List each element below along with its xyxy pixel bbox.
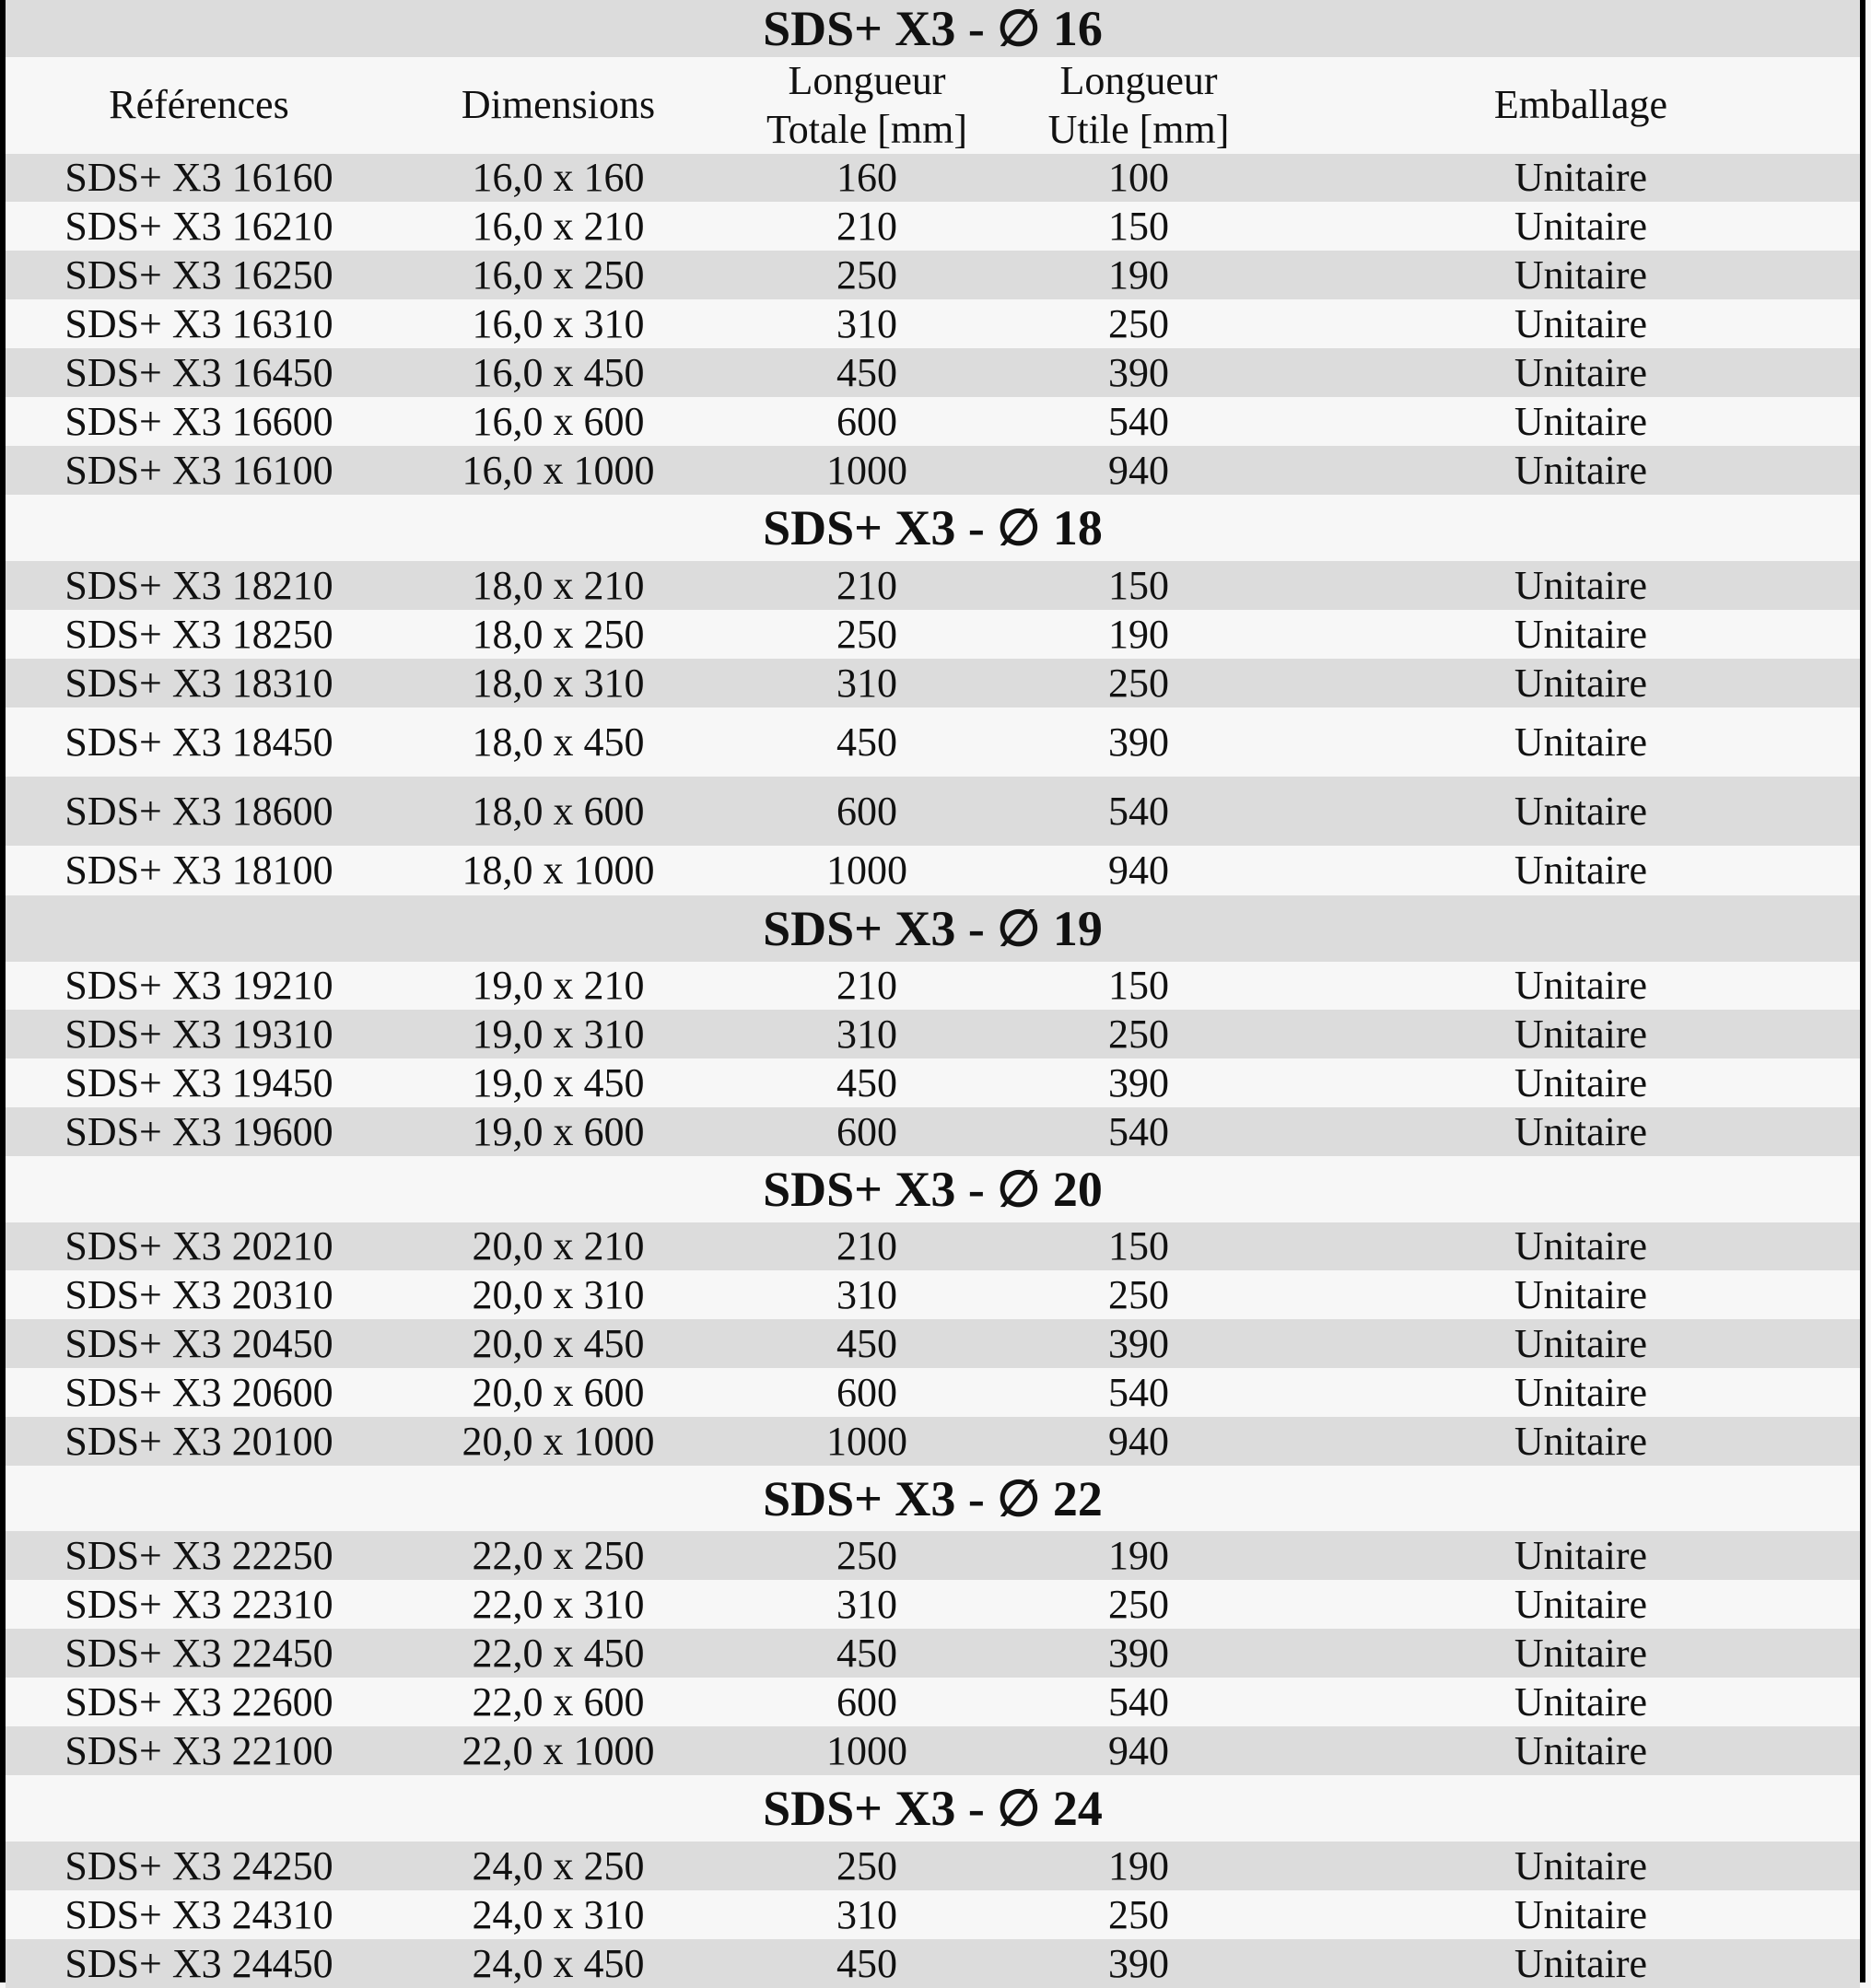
- longueur-totale-cell: 310: [836, 1271, 897, 1317]
- dimensions-cell: 20,0 x 310: [472, 1271, 645, 1317]
- table-row: [6, 659, 1860, 707]
- section-title: SDS+ X3 - ∅ 24: [763, 1781, 1103, 1836]
- longueur-utile-cell: 940: [1108, 1727, 1169, 1773]
- longueur-utile-cell: 540: [1108, 1369, 1169, 1415]
- longueur-totale-cell: 160: [836, 155, 897, 200]
- longueur-utile-cell: 390: [1108, 1320, 1169, 1366]
- dimensions-cell: 18,0 x 210: [472, 562, 645, 608]
- longueur-totale-cell: 210: [836, 562, 897, 608]
- column-header-row: [6, 57, 1860, 154]
- dimensions-cell: 22,0 x 250: [472, 1532, 645, 1578]
- longueur-utile-cell: 940: [1108, 447, 1169, 493]
- longueur-totale-cell: 450: [836, 1320, 897, 1366]
- dimensions-cell: 19,0 x 450: [472, 1059, 645, 1105]
- section-title-row: [6, 895, 1860, 962]
- longueur-totale-cell: 250: [836, 1842, 897, 1889]
- reference-cell: SDS+ X3 18310: [64, 660, 333, 706]
- table-row: [6, 1629, 1860, 1678]
- table-row: [6, 1842, 1860, 1890]
- dimensions-cell: 18,0 x 310: [472, 660, 645, 706]
- emballage-cell: Unitaire: [1514, 788, 1648, 834]
- table-row: [6, 1678, 1860, 1726]
- dimensions-cell: 20,0 x 1000: [462, 1418, 655, 1464]
- longueur-utile-cell: 390: [1108, 1630, 1169, 1676]
- table-row: [6, 154, 1860, 202]
- reference-cell: SDS+ X3 20210: [64, 1223, 333, 1269]
- longueur-utile-cell: 250: [1108, 300, 1169, 346]
- table-row: [6, 1726, 1860, 1775]
- longueur-totale-cell: 1000: [826, 848, 907, 893]
- reference-cell: SDS+ X3 19450: [64, 1059, 333, 1105]
- header-emballage: Emballage: [1493, 82, 1668, 128]
- table-row: [6, 348, 1860, 397]
- longueur-utile-cell: 250: [1108, 1271, 1169, 1317]
- emballage-cell: Unitaire: [1514, 562, 1648, 608]
- longueur-totale-cell: 600: [836, 398, 897, 444]
- longueur-utile-cell: 190: [1108, 611, 1169, 657]
- section-title-row: [6, 495, 1860, 561]
- longueur-totale-cell: 600: [836, 1369, 897, 1415]
- emballage-cell: Unitaire: [1514, 447, 1648, 493]
- emballage-cell: Unitaire: [1514, 203, 1648, 249]
- table-row: [6, 962, 1860, 1010]
- longueur-totale-cell: 1000: [826, 1727, 907, 1773]
- longueur-totale-cell: 450: [836, 719, 897, 765]
- table-row: [6, 1222, 1860, 1270]
- table-row: [6, 561, 1860, 610]
- longueur-totale-cell: 210: [836, 1223, 897, 1269]
- reference-cell: SDS+ X3 22450: [64, 1630, 333, 1676]
- dimensions-cell: 24,0 x 250: [472, 1842, 645, 1889]
- emballage-cell: Unitaire: [1514, 1059, 1648, 1105]
- dimensions-cell: 18,0 x 600: [472, 788, 645, 834]
- longueur-totale-cell: 600: [836, 788, 897, 834]
- reference-cell: SDS+ X3 16310: [64, 300, 333, 346]
- emballage-cell: Unitaire: [1514, 155, 1648, 200]
- reference-cell: SDS+ X3 18450: [64, 719, 333, 765]
- emballage-cell: Unitaire: [1514, 398, 1648, 444]
- dimensions-cell: 20,0 x 600: [472, 1369, 645, 1415]
- dimensions-cell: 16,0 x 160: [472, 155, 645, 200]
- dimensions-cell: 20,0 x 210: [472, 1223, 645, 1269]
- emballage-cell: Unitaire: [1514, 300, 1648, 346]
- table-row: [6, 846, 1860, 895]
- emballage-cell: Unitaire: [1514, 1271, 1648, 1317]
- dimensions-cell: 16,0 x 310: [472, 300, 645, 346]
- reference-cell: SDS+ X3 18210: [64, 562, 333, 608]
- longueur-totale-cell: 310: [836, 1581, 897, 1627]
- longueur-totale-cell: 310: [836, 300, 897, 346]
- section-title-row: [6, 1156, 1860, 1222]
- table-row: [6, 1270, 1860, 1319]
- reference-cell: SDS+ X3 18100: [64, 848, 333, 893]
- emballage-cell: Unitaire: [1514, 1630, 1648, 1676]
- table-row: [6, 251, 1860, 299]
- reference-cell: SDS+ X3 22310: [64, 1581, 333, 1627]
- emballage-cell: Unitaire: [1514, 1320, 1648, 1366]
- dimensions-cell: 18,0 x 450: [472, 719, 645, 765]
- longueur-totale-cell: 210: [836, 203, 897, 249]
- table-row: [6, 1058, 1860, 1107]
- reference-cell: SDS+ X3 22250: [64, 1532, 333, 1578]
- longueur-utile-cell: 190: [1108, 1842, 1169, 1889]
- section-title: SDS+ X3 - ∅ 19: [763, 901, 1103, 956]
- reference-cell: SDS+ X3 18600: [64, 788, 333, 834]
- longueur-utile-cell: 150: [1108, 963, 1169, 1008]
- reference-cell: SDS+ X3 16450: [64, 349, 333, 395]
- section-title: SDS+ X3 - ∅ 22: [763, 1470, 1103, 1526]
- section-title: SDS+ X3 - ∅ 18: [763, 500, 1103, 555]
- dimensions-cell: 16,0 x 600: [472, 398, 645, 444]
- header-references: Références: [109, 82, 289, 128]
- longueur-utile-cell: 250: [1108, 1011, 1169, 1057]
- reference-cell: SDS+ X3 19310: [64, 1011, 333, 1057]
- dimensions-cell: 22,0 x 450: [472, 1630, 645, 1676]
- emballage-cell: Unitaire: [1514, 1727, 1648, 1773]
- reference-cell: SDS+ X3 20310: [64, 1271, 333, 1317]
- longueur-totale-cell: 1000: [826, 1418, 907, 1464]
- dimensions-cell: 18,0 x 250: [472, 611, 645, 657]
- longueur-totale-cell: 450: [836, 349, 897, 395]
- section-title: SDS+ X3 - ∅ 20: [763, 1162, 1103, 1217]
- table-row: [6, 1890, 1860, 1939]
- longueur-utile-cell: 190: [1108, 251, 1169, 298]
- reference-cell: SDS+ X3 20450: [64, 1320, 333, 1366]
- table-row: [6, 1417, 1860, 1466]
- longueur-totale-cell: 210: [836, 963, 897, 1008]
- longueur-totale-cell: 450: [836, 1059, 897, 1105]
- emballage-cell: Unitaire: [1514, 1108, 1648, 1154]
- emballage-cell: Unitaire: [1514, 251, 1648, 298]
- longueur-utile-cell: 940: [1108, 848, 1169, 893]
- longueur-utile-cell: 540: [1108, 1108, 1169, 1154]
- longueur-utile-cell: 540: [1108, 398, 1169, 444]
- dimensions-cell: 16,0 x 250: [472, 251, 645, 298]
- longueur-utile-cell: 250: [1108, 660, 1169, 706]
- reference-cell: SDS+ X3 18250: [64, 611, 333, 657]
- reference-cell: SDS+ X3 22100: [64, 1727, 333, 1773]
- table-row: [6, 777, 1860, 846]
- emballage-cell: Unitaire: [1514, 1011, 1648, 1057]
- longueur-utile-cell: 150: [1108, 562, 1169, 608]
- longueur-utile-cell: 190: [1108, 1532, 1169, 1578]
- dimensions-cell: 24,0 x 310: [472, 1891, 645, 1937]
- table-row: [6, 1107, 1860, 1156]
- longueur-utile-cell: 250: [1108, 1581, 1169, 1627]
- dimensions-cell: 19,0 x 310: [472, 1011, 645, 1057]
- table-row: [6, 1319, 1860, 1368]
- section-title-row: [6, 0, 1860, 57]
- table-row: [6, 707, 1860, 777]
- longueur-totale-cell: 600: [836, 1108, 897, 1154]
- reference-cell: SDS+ X3 20600: [64, 1369, 333, 1415]
- emballage-cell: Unitaire: [1514, 660, 1648, 706]
- table-row: [6, 1531, 1860, 1580]
- longueur-totale-cell: 310: [836, 1011, 897, 1057]
- emballage-cell: Unitaire: [1514, 963, 1648, 1008]
- longueur-totale-cell: 310: [836, 1891, 897, 1937]
- longueur-totale-cell: 450: [836, 1940, 897, 1986]
- emballage-cell: Unitaire: [1514, 1223, 1648, 1269]
- emballage-cell: Unitaire: [1514, 1581, 1648, 1627]
- reference-cell: SDS+ X3 16250: [64, 251, 333, 298]
- header-longueur-utile: Longueur Utile [mm]: [1047, 57, 1230, 152]
- longueur-utile-cell: 150: [1108, 1223, 1169, 1269]
- longueur-utile-cell: 390: [1108, 719, 1169, 765]
- longueur-totale-cell: 250: [836, 251, 897, 298]
- header-longueur-totale: Longueur Totale [mm]: [766, 57, 968, 152]
- table-row: [6, 610, 1860, 659]
- longueur-utile-cell: 100: [1108, 155, 1169, 200]
- reference-cell: SDS+ X3 24450: [64, 1940, 333, 1986]
- table-row: [6, 1010, 1860, 1058]
- longueur-utile-cell: 540: [1108, 788, 1169, 834]
- reference-cell: SDS+ X3 22600: [64, 1678, 333, 1725]
- longueur-totale-cell: 250: [836, 611, 897, 657]
- longueur-totale-cell: 600: [836, 1678, 897, 1725]
- reference-cell: SDS+ X3 24250: [64, 1842, 333, 1889]
- reference-cell: SDS+ X3 19600: [64, 1108, 333, 1154]
- reference-cell: SDS+ X3 16100: [64, 447, 333, 493]
- dimensions-cell: 22,0 x 310: [472, 1581, 645, 1627]
- longueur-totale-cell: 310: [836, 660, 897, 706]
- dimensions-cell: 20,0 x 450: [472, 1320, 645, 1366]
- emballage-cell: Unitaire: [1514, 719, 1648, 765]
- table-row: [6, 202, 1860, 251]
- table-row: [6, 446, 1860, 495]
- emballage-cell: Unitaire: [1514, 1940, 1648, 1986]
- reference-cell: SDS+ X3 19210: [64, 963, 333, 1008]
- emballage-cell: Unitaire: [1514, 1842, 1648, 1889]
- dimensions-cell: 22,0 x 600: [472, 1678, 645, 1725]
- longueur-utile-cell: 940: [1108, 1418, 1169, 1464]
- longueur-utile-cell: 150: [1108, 203, 1169, 249]
- emballage-cell: Unitaire: [1514, 349, 1648, 395]
- longueur-utile-cell: 540: [1108, 1678, 1169, 1725]
- emballage-cell: Unitaire: [1514, 1678, 1648, 1725]
- section-title-row: [6, 1466, 1860, 1531]
- longueur-totale-cell: 1000: [826, 447, 907, 493]
- emballage-cell: Unitaire: [1514, 1369, 1648, 1415]
- section-title-row: [6, 1775, 1860, 1842]
- dimensions-cell: 22,0 x 1000: [462, 1727, 655, 1773]
- reference-cell: SDS+ X3 24310: [64, 1891, 333, 1937]
- header-dimensions: Dimensions: [461, 82, 656, 128]
- reference-cell: SDS+ X3 20100: [64, 1418, 333, 1464]
- table-row: [6, 1580, 1860, 1629]
- dimensions-cell: 19,0 x 210: [472, 963, 645, 1008]
- dimensions-cell: 16,0 x 450: [472, 349, 645, 395]
- reference-cell: SDS+ X3 16160: [64, 155, 333, 200]
- longueur-utile-cell: 390: [1108, 1940, 1169, 1986]
- emballage-cell: Unitaire: [1514, 848, 1648, 893]
- table-body: [6, 154, 1860, 1988]
- emballage-cell: Unitaire: [1514, 611, 1648, 657]
- longueur-totale-cell: 250: [836, 1532, 897, 1578]
- longueur-utile-cell: 390: [1108, 349, 1169, 395]
- reference-cell: SDS+ X3 16600: [64, 398, 333, 444]
- dimensions-cell: 16,0 x 210: [472, 203, 645, 249]
- table-row: [6, 299, 1860, 348]
- dimensions-cell: 24,0 x 450: [472, 1940, 645, 1986]
- dimensions-cell: 19,0 x 600: [472, 1108, 645, 1154]
- dimensions-cell: 16,0 x 1000: [462, 447, 655, 493]
- section-title: SDS+ X3 - ∅ 16: [763, 1, 1103, 56]
- longueur-totale-cell: 450: [836, 1630, 897, 1676]
- reference-cell: SDS+ X3 16210: [64, 203, 333, 249]
- longueur-utile-cell: 390: [1108, 1059, 1169, 1105]
- emballage-cell: Unitaire: [1514, 1532, 1648, 1578]
- dimensions-cell: 18,0 x 1000: [462, 848, 655, 893]
- table-row: [6, 1939, 1860, 1988]
- longueur-utile-cell: 250: [1108, 1891, 1169, 1937]
- table-row: [6, 1368, 1860, 1417]
- emballage-cell: Unitaire: [1514, 1418, 1648, 1464]
- table-row: [6, 397, 1860, 446]
- emballage-cell: Unitaire: [1514, 1891, 1648, 1937]
